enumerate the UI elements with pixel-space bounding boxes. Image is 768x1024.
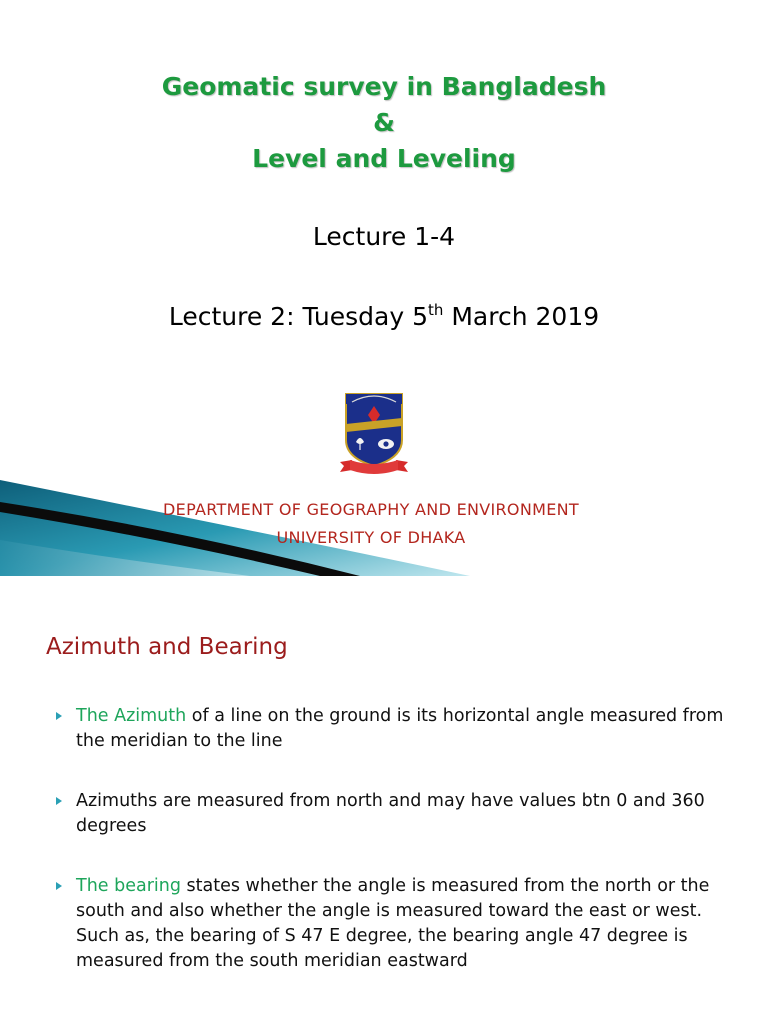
lecture-date-ordinal: th [428, 301, 444, 319]
bullet-text: Azimuths are measured from north and may have values btn 0 and 360 degrees [76, 791, 705, 836]
content-slide [0, 586, 768, 1024]
department-name: DEPARTMENT OF GEOGRAPHY AND ENVIRONMENT [163, 500, 579, 519]
triangle-right-icon [56, 797, 62, 805]
triangle-right-icon [56, 712, 62, 720]
title-line-3: Level and Leveling [252, 144, 516, 173]
slide-title: Azimuth and Bearing [46, 634, 288, 660]
bullet-text: states whether the angle is measured from the north or the south and also whether the angle is measured toward the east or west. Such as, the bearing of S 47 E degree, the bearing angle 47 degree is measured from the south meridian eastward [76, 876, 710, 971]
lecture-date-suffix: March 2019 [443, 302, 600, 331]
bullet-item [56, 874, 736, 974]
slide-divider [0, 576, 768, 586]
title-ampersand: & [373, 108, 395, 137]
bullet-highlight: The Azimuth [76, 706, 187, 726]
lecture-date-prefix: Lecture 2: Tuesday 5 [168, 302, 429, 331]
lecture-date [0, 302, 768, 331]
bullet-highlight: The bearing [76, 876, 181, 896]
bullet-list [56, 704, 736, 1009]
bullet-text: of a line on the ground is its horizontal angle measured from the meridian to the line [76, 706, 724, 751]
university-name: UNIVERSITY OF DHAKA [276, 528, 466, 547]
bullet-item [56, 789, 736, 839]
triangle-right-icon [56, 882, 62, 890]
lecture-range: Lecture 1-4 [312, 222, 456, 251]
title-line-1: Geomatic survey in Bangladesh [161, 72, 607, 101]
bullet-item [56, 704, 736, 754]
university-crest-logo [338, 388, 410, 476]
